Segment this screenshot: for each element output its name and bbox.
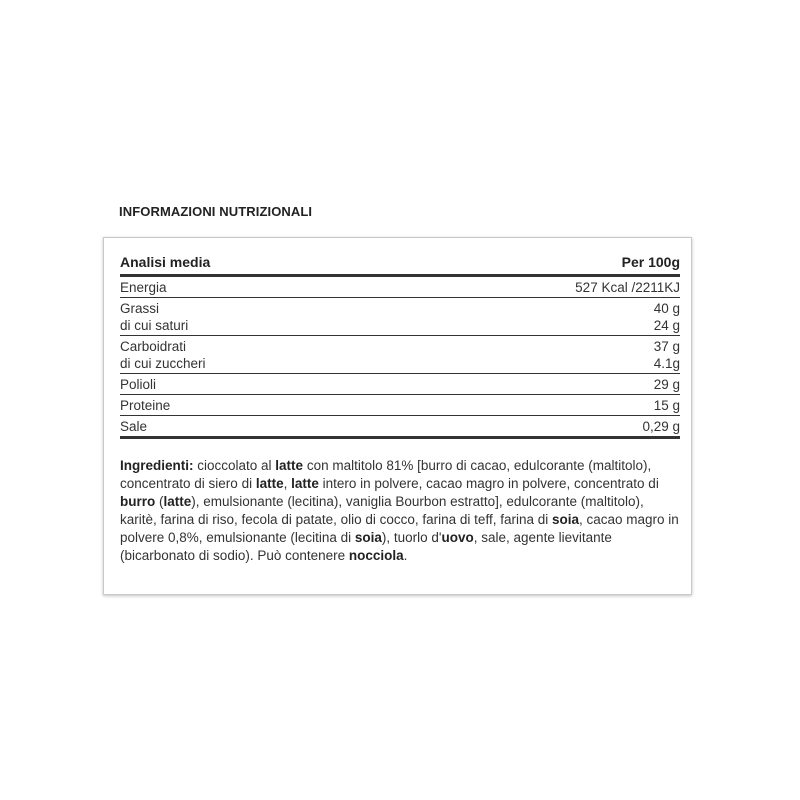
header-analysis-label: Analisi media: [120, 254, 211, 270]
nutrient-group: [120, 336, 680, 374]
nutrient-group: [120, 374, 680, 395]
table-header: [120, 250, 680, 277]
table-body: [120, 277, 680, 439]
nutrient-label: Grassi: [120, 301, 160, 316]
nutrient-group: [120, 298, 680, 336]
header-per100g-label: Per 100g: [621, 254, 680, 270]
nutrient-value: 29 g: [653, 377, 680, 392]
allergen-text: nocciola: [348, 548, 404, 563]
ingredient-text: .: [403, 548, 408, 563]
allergen-text: latte: [291, 476, 319, 491]
ingredient-text: ), emulsionante (lecitina), vaniglia Bourbon estratto], edulcorante (maltitolo), karitè, farina di riso, fecola di patate, olio di cocco, farina di teff, farina di: [120, 494, 644, 527]
table-row: [120, 418, 680, 435]
nutrient-label: di cui saturi: [120, 318, 189, 333]
nutrient-value: 4.1g: [653, 356, 680, 371]
table-row: [120, 355, 680, 372]
nutrient-label: Sale: [120, 419, 148, 434]
nutrient-value: 0,29 g: [642, 419, 680, 434]
section-title: INFORMAZIONI NUTRIZIONALI: [119, 204, 313, 219]
nutrient-group: [120, 277, 680, 298]
ingredients-label: Ingredienti:: [120, 458, 194, 473]
nutrient-group: [120, 395, 680, 416]
ingredient-text: , sale, agente lievitante (bicarbonato di sodio). Può contenere: [120, 530, 612, 563]
ingredient-text: ,: [283, 476, 292, 491]
ingredient-text: intero in polvere, cacao magro in polvere, concentrato di: [318, 476, 659, 491]
nutrient-value: 37 g: [653, 339, 680, 354]
nutrient-label: Carboidrati: [120, 339, 187, 354]
nutrient-value: 527 Kcal /2211KJ: [575, 280, 680, 295]
ingredient-text: ), tuorlo d': [381, 530, 442, 545]
allergen-text: burro: [120, 494, 156, 509]
nutrient-label: Proteine: [120, 398, 171, 413]
allergen-text: latte: [255, 476, 284, 491]
table-row: [120, 397, 680, 414]
allergen-text: uovo: [441, 530, 474, 545]
table-row: [120, 300, 680, 317]
allergen-text: latte: [163, 494, 192, 509]
table-row: [120, 317, 680, 334]
allergen-text: soia: [354, 530, 382, 545]
nutrient-group: [120, 416, 680, 439]
nutrient-label: Polioli: [120, 377, 157, 392]
table-row: [120, 279, 680, 296]
table-row: [120, 338, 680, 355]
nutrient-value: 15 g: [653, 398, 680, 413]
ingredients-text: [120, 457, 680, 565]
allergen-text: soia: [551, 512, 579, 527]
ingredient-text: , cacao magro in polvere 0,8%, emulsionante (lecitina di: [120, 512, 679, 545]
ingredient-text: cioccolato al: [193, 458, 276, 473]
nutrition-card: [103, 237, 692, 595]
nutrient-label: di cui zuccheri: [120, 356, 206, 371]
ingredient-text: (: [155, 494, 164, 509]
nutrient-value: 40 g: [653, 301, 680, 316]
allergen-text: latte: [275, 458, 304, 473]
table-row: [120, 376, 680, 393]
ingredient-text: con maltitolo 81% [burro di cacao, edulcorante (maltitolo), concentrato di siero di: [120, 458, 652, 491]
nutrition-table: [120, 250, 680, 439]
nutrient-value: 24 g: [653, 318, 680, 333]
nutrient-label: Energia: [120, 280, 167, 295]
